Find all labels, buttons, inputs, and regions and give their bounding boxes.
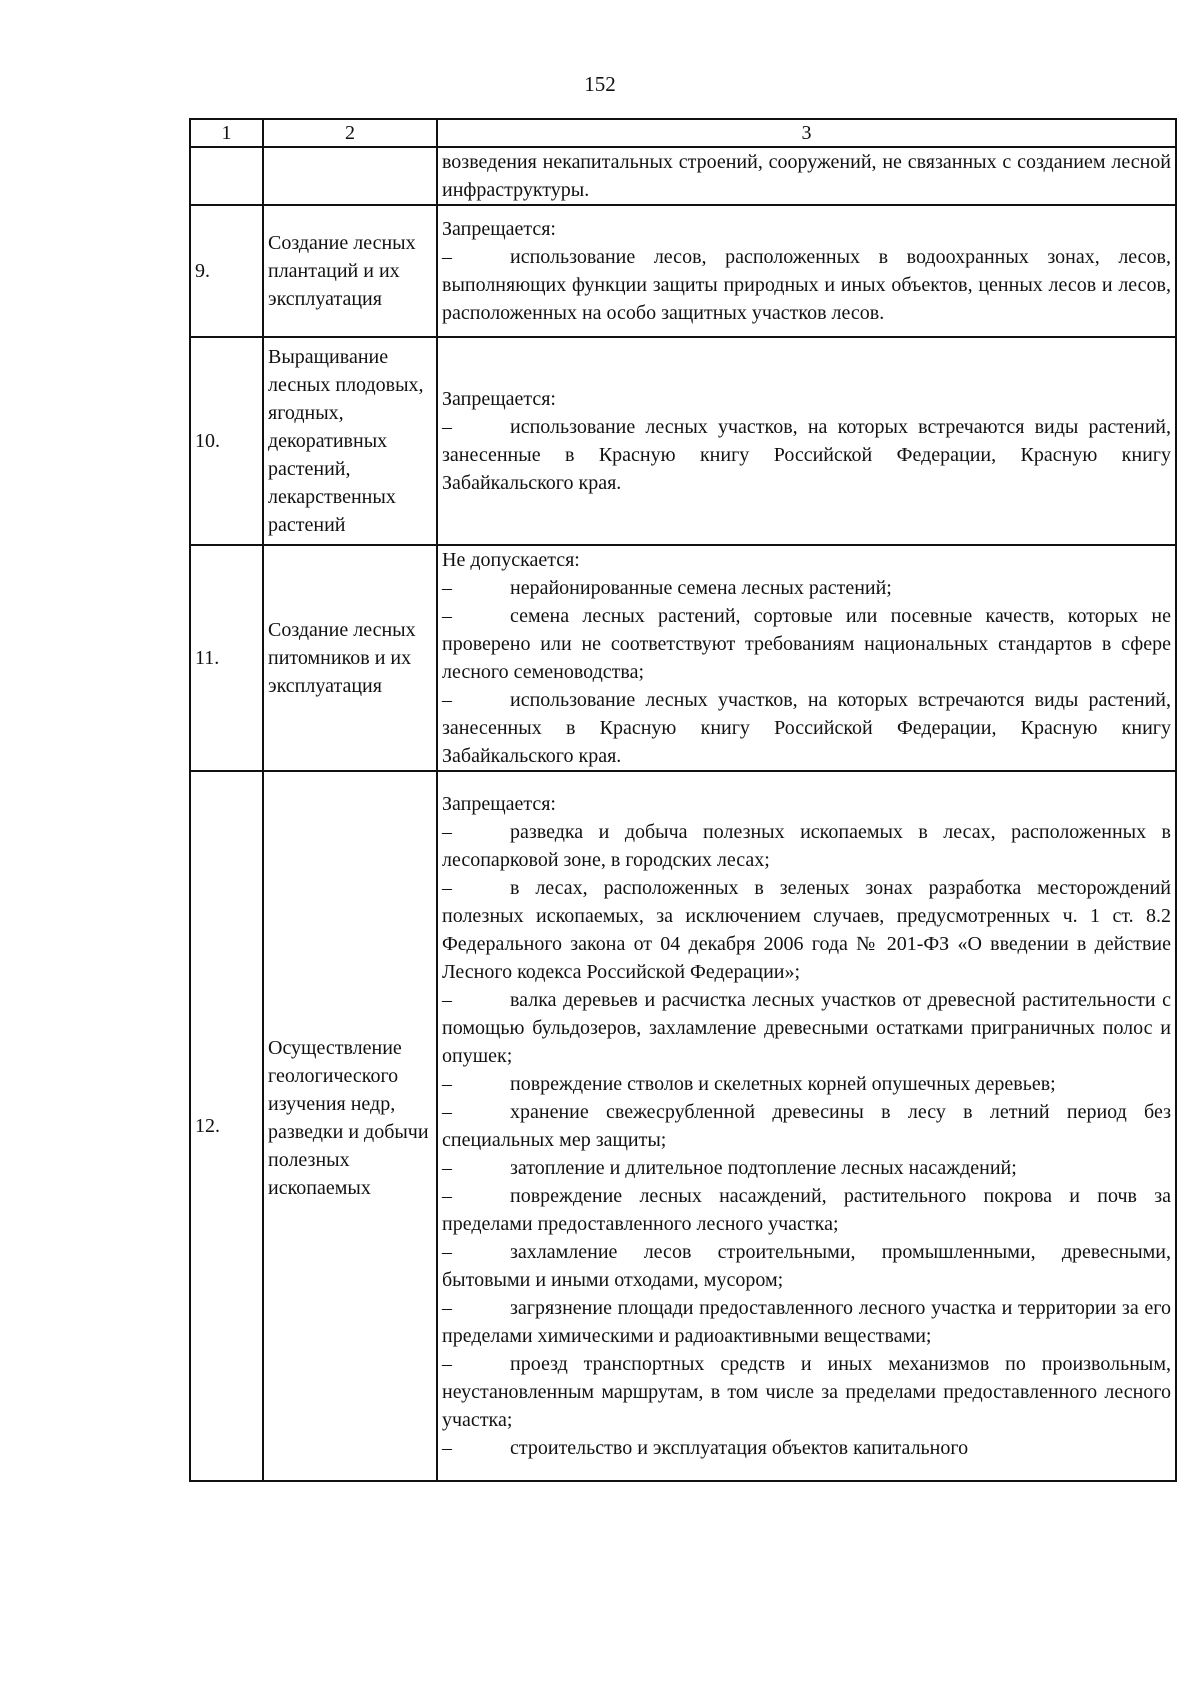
dash-icon: – [442, 689, 452, 711]
restriction-item-text: валка деревьев и расчистка лесных участков от древесной растительности с помощью бульдозеров, захламление древесными остатками приграничных полос и опушек; [442, 989, 1171, 1067]
restriction-item-text: семена лесных растений, сортовые или посевные качеств, которых не проверено или не соответствуют требованиям национальных стандартов в сфере лесного семеноводства; [442, 605, 1171, 683]
table-row [190, 205, 1176, 337]
row-restrictions [437, 205, 1176, 337]
restriction-item-text: использование лесных участков, на которых встречаются виды растений, занесенные в Красную книгу Российской Федерации, Красную книгу Забайкальского края. [442, 416, 1171, 494]
restriction-item-text: разведка и добыча полезных ископаемых в лесах, расположенных в лесопарковой зоне, в городских лесах; [442, 821, 1171, 871]
row-activity-name: Выращивание лесных плодовых, ягодных, декоративных растений, лекарственных растений [263, 337, 437, 545]
restriction-item-text: в лесах, расположенных в зеленых зонах разработка месторождений полезных ископаемых, за исключением случаев, предусмотренных ч. 1 ст. 8.2 Федерального закона от 04 декабря 2006 года № 201-ФЗ «О введении в действие Лесного кодекса Российской Федерации»; [442, 877, 1171, 983]
restriction-item [442, 986, 1171, 1070]
row-restrictions [437, 337, 1176, 545]
dash-icon: – [442, 1185, 452, 1207]
table-header-row [190, 119, 1176, 147]
restriction-item-text: нерайонированные семена лесных растений; [510, 577, 892, 599]
restriction-item [442, 243, 1171, 327]
dash-icon: – [442, 1241, 452, 1263]
dash-icon: – [442, 877, 452, 899]
restriction-item [442, 1434, 1171, 1462]
table-row [190, 545, 1176, 771]
restriction-item-text: захламление лесов строительными, промышленными, древесными, бытовыми и иными отходами, мусором; [442, 1241, 1171, 1291]
row-activity-name: Осуществление геологического изучения недр, разведки и добычи полезных ископаемых [263, 771, 437, 1481]
table-row [190, 147, 1176, 205]
restriction-item [442, 602, 1171, 686]
header-col-2: 2 [263, 119, 437, 147]
restriction-item [442, 1070, 1171, 1098]
table-row [190, 771, 1176, 1481]
restriction-text: возведения некапитальных строений, сооружений, не связанных с созданием лесной инфраструктуры. [442, 151, 1171, 201]
restriction-item [442, 818, 1171, 874]
row-restrictions [437, 545, 1176, 771]
dash-icon: – [442, 1353, 452, 1375]
restriction-item-text: использование лесных участков, на которых встречаются виды растений, занесенных в Красную книгу Российской Федерации, Красную книгу Забайкальского края. [442, 689, 1171, 767]
restriction-item [442, 1294, 1171, 1350]
row-restrictions [437, 147, 1176, 205]
header-col-1: 1 [190, 119, 263, 147]
dash-icon: – [442, 577, 452, 599]
restriction-item [442, 1098, 1171, 1154]
page-number: 152 [584, 72, 616, 96]
restriction-item [442, 413, 1171, 497]
restriction-lead: Запрещается: [442, 793, 556, 815]
row-number: 11. [190, 545, 263, 771]
row-activity-name: Создание лесных питомников и их эксплуатация [263, 545, 437, 771]
restriction-item-text: проезд транспортных средств и иных механизмов по произвольным, неустановленным маршрутам, в том числе за пределами предоставленного лесного участка; [442, 1353, 1171, 1431]
restriction-item [442, 1238, 1171, 1294]
dash-icon: – [442, 821, 452, 843]
restriction-item-text: загрязнение площади предоставленного лесного участка и территории за его пределами химическими и радиоактивными веществами; [442, 1297, 1171, 1347]
row-number [190, 147, 263, 205]
dash-icon: – [442, 1101, 452, 1123]
dash-icon: – [442, 416, 452, 438]
restriction-item [442, 1182, 1171, 1238]
restriction-item [442, 574, 1171, 602]
header-col-3: 3 [437, 119, 1176, 147]
restriction-lead: Не допускается: [442, 549, 580, 571]
row-number: 10. [190, 337, 263, 545]
row-number: 12. [190, 771, 263, 1481]
restriction-lead: Запрещается: [442, 388, 556, 410]
dash-icon: – [442, 1437, 452, 1459]
row-number: 9. [190, 205, 263, 337]
restriction-item-text: строительство и эксплуатация объектов капитального [510, 1437, 969, 1459]
restriction-item-text: хранение свежесрубленной древесины в лесу в летний период без специальных мер защиты; [442, 1101, 1171, 1151]
row-activity-name: Создание лесных плантаций и их эксплуатация [263, 205, 437, 337]
restriction-lead: Запрещается: [442, 218, 556, 240]
dash-icon: – [442, 1073, 452, 1095]
restriction-item [442, 1350, 1171, 1434]
dash-icon: – [442, 1157, 452, 1179]
dash-icon: – [442, 246, 452, 268]
dash-icon: – [442, 989, 452, 1011]
restriction-item-text: использование лесов, расположенных в водоохранных зонах, лесов, выполняющих функции защиты природных и иных объектов, ценных лесов и лесов, расположенных на особо защитных участков лесов. [442, 246, 1171, 324]
regulations-table [189, 118, 1177, 1482]
restriction-item [442, 686, 1171, 770]
dash-icon: – [442, 605, 452, 627]
restriction-item-text: повреждение стволов и скелетных корней опушечных деревьев; [510, 1073, 1056, 1095]
restriction-item-text: затопление и длительное подтопление лесных насаждений; [510, 1157, 1017, 1179]
restriction-item [442, 874, 1171, 986]
row-activity-name [263, 147, 437, 205]
table-row [190, 337, 1176, 545]
dash-icon: – [442, 1297, 452, 1319]
row-restrictions [437, 771, 1176, 1481]
restriction-item [442, 1154, 1171, 1182]
restriction-item-text: повреждение лесных насаждений, растительного покрова и почв за пределами предоставленного лесного участка; [442, 1185, 1171, 1235]
